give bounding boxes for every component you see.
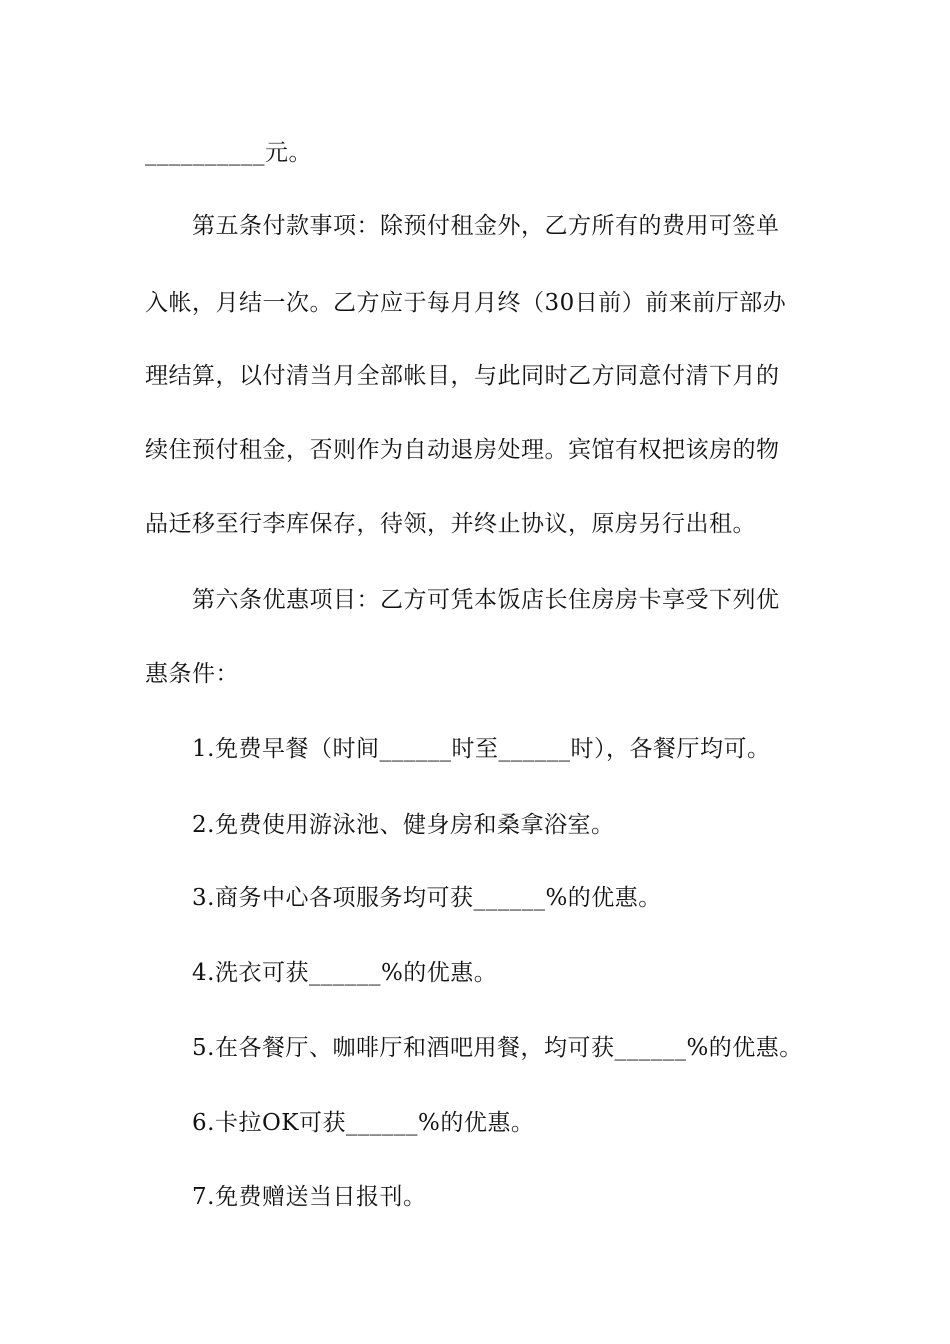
text-line-amount-blank: __________元。: [145, 140, 312, 166]
list-item-2: 2.免费使用游泳池、健身房和桑拿浴室。: [192, 812, 615, 838]
text-line-article-5-cont-1: 入帐，月结一次。乙方应于每月月终（30日前）前来前厅部办: [145, 290, 787, 316]
text-line-article-5-start: 第五条付款事项：除预付租金外，乙方所有的费用可签单: [192, 213, 780, 239]
list-item-3: 3.商务中心各项服务均可获______%的优惠。: [192, 885, 662, 911]
text-line-article-6-end: 惠条件：: [145, 661, 239, 687]
text-line-article-6-start: 第六条优惠项目：乙方可凭本饭店长住房房卡享受下列优: [192, 587, 780, 613]
list-item-5: 5.在各餐厅、咖啡厅和酒吧用餐，均可获______%的优惠。: [192, 1035, 803, 1061]
text-line-article-5-cont-3: 续住预付租金，否则作为自动退房处理。宾馆有权把该房的物: [145, 437, 780, 463]
list-item-4: 4.洗衣可获______%的优惠。: [192, 960, 498, 986]
list-item-6: 6.卡拉OK可获______%的优惠。: [192, 1110, 535, 1136]
list-item-1: 1.免费早餐（时间______时至______时），各餐厅均可。: [192, 736, 771, 762]
text-line-article-5-end: 品迁移至行李库保存，待领，并终止协议，原房另行出租。: [145, 511, 756, 537]
text-line-article-5-cont-2: 理结算，以付清当月全部帐目，与此同时乙方同意付清下月的: [145, 363, 780, 389]
list-item-7: 7.免费赠送当日报刊。: [192, 1184, 427, 1210]
